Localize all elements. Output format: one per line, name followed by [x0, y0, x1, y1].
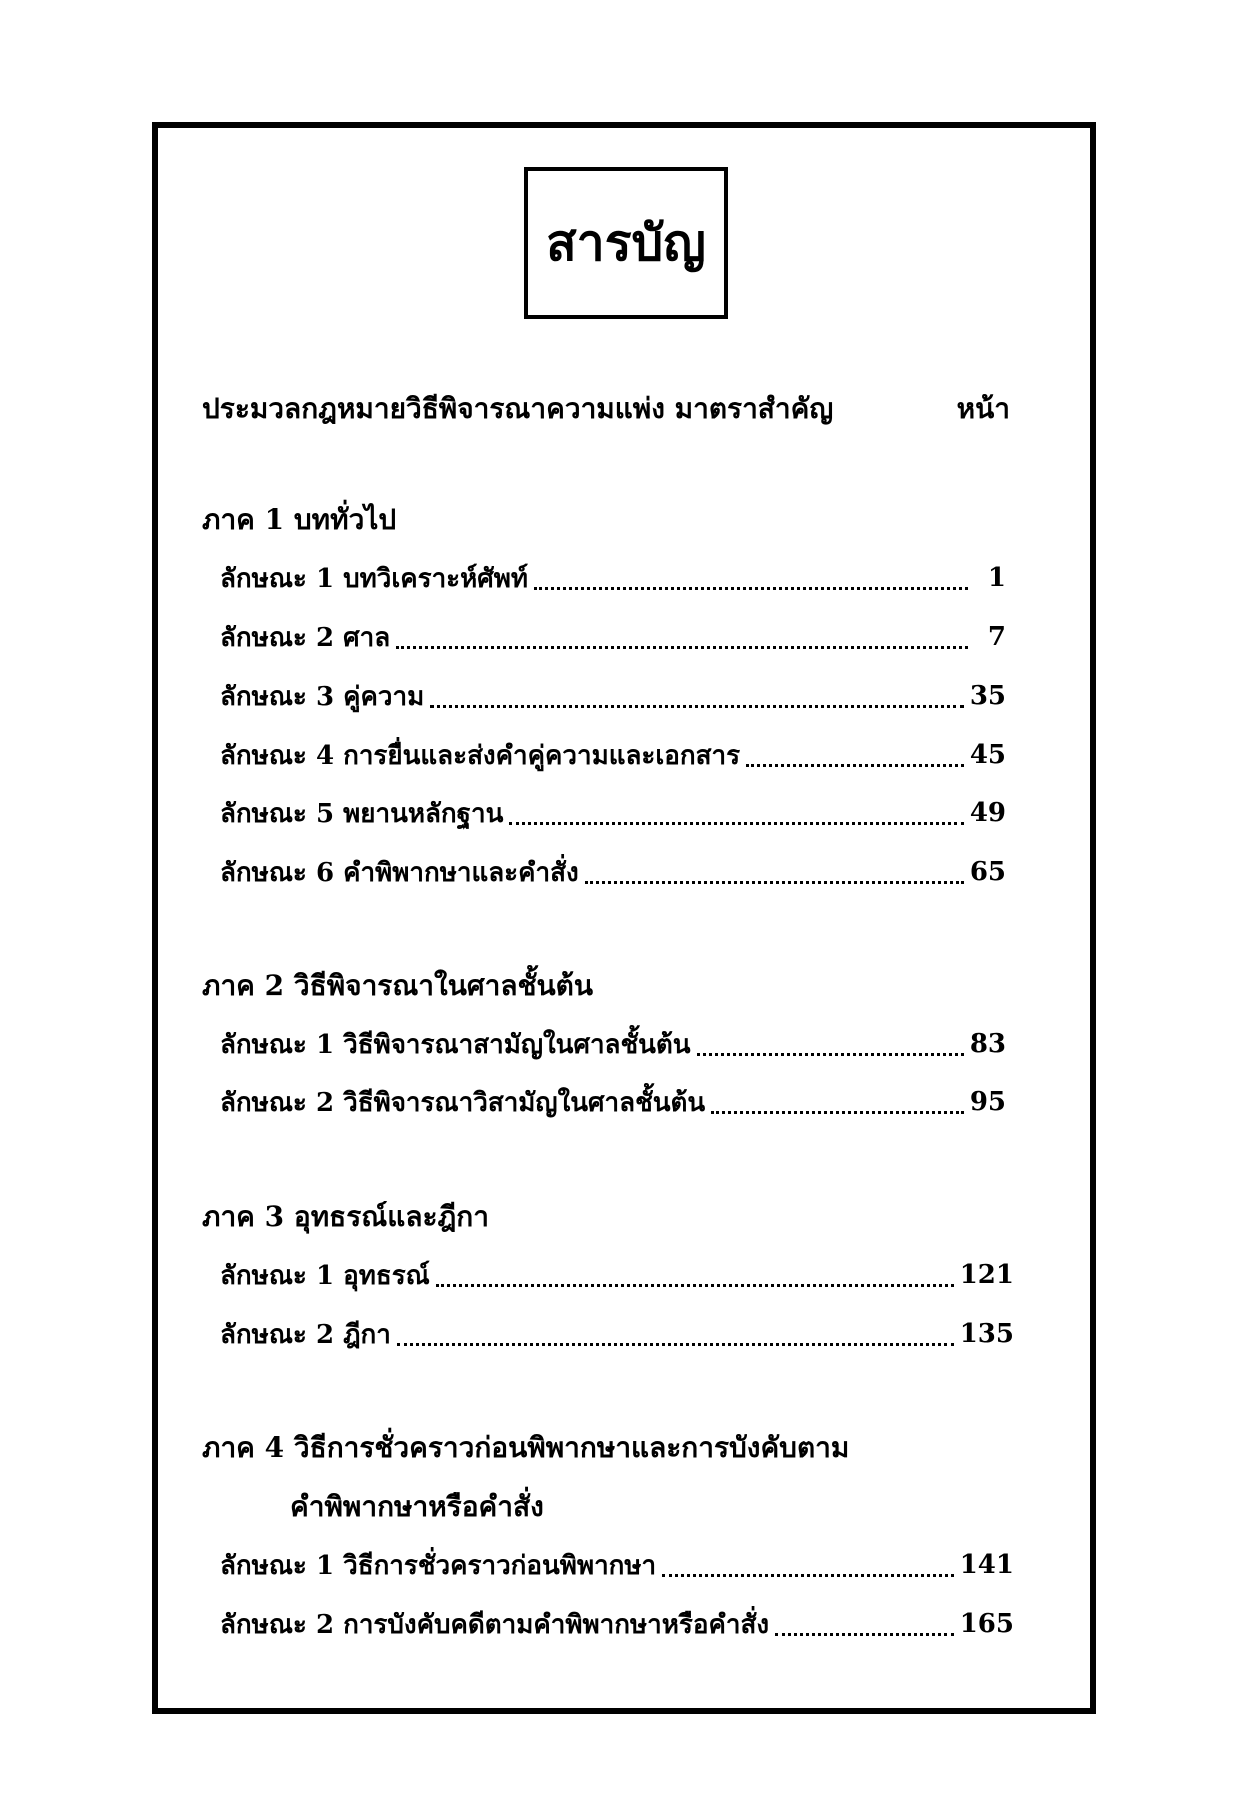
- toc-entry-label: ลักษณะ 3 คู่ความ: [220, 681, 425, 712]
- dot-leader: [396, 646, 968, 649]
- part-4-title-continued: คำพิพากษาหรือคำสั่ง: [290, 1490, 544, 1523]
- toc-entry[interactable]: [220, 672, 1006, 720]
- toc-entry-page: 49: [969, 798, 1006, 828]
- toc-header: [202, 385, 1010, 433]
- toc-entry-label: ลักษณะ 1 อุทธรณ์: [220, 1260, 430, 1291]
- dot-leader: [397, 1343, 954, 1346]
- page-border: [152, 122, 1096, 1714]
- toc-entry-label: ลักษณะ 1 วิธีพิจารณาสามัญในศาลชั้นต้น: [220, 1029, 691, 1060]
- dot-leader: [509, 822, 963, 825]
- toc-entry-page: 121: [959, 1260, 1014, 1290]
- toc-entry[interactable]: [220, 848, 1006, 896]
- toc-entry-page: 1: [987, 563, 1006, 593]
- toc-entry[interactable]: [220, 1310, 1014, 1358]
- toc-entry[interactable]: [220, 554, 1006, 602]
- dot-leader: [534, 587, 968, 590]
- toc-entry-page: 35: [969, 681, 1006, 711]
- toc-entry-page: 165: [959, 1609, 1014, 1639]
- toc-entry-label: ลักษณะ 4 การยื่นและส่งคำคู่ความและเอกสาร: [220, 740, 741, 771]
- dot-leader: [436, 1284, 954, 1287]
- part-2-title: ภาค 2 วิธีพิจารณาในศาลชั้นต้น: [202, 969, 593, 1002]
- dot-leader: [711, 1111, 964, 1114]
- toc-header-page-label: หน้า: [956, 392, 1010, 425]
- dot-leader: [662, 1574, 954, 1577]
- part-3-title: ภาค 3 อุทธรณ์และฎีกา: [202, 1200, 489, 1233]
- toc-entry-label: ลักษณะ 5 พยานหลักฐาน: [220, 798, 504, 829]
- dot-leader: [430, 705, 964, 708]
- toc-entry-page: 7: [987, 622, 1006, 652]
- dot-leader: [697, 1053, 964, 1056]
- part-4-title: ภาค 4 วิธีการชั่วคราวก่อนพิพากษาและการบังคับตาม: [202, 1431, 850, 1464]
- toc-entry-label: ลักษณะ 2 การบังคับคดีตามคำพิพากษาหรือคำสั่ง: [220, 1609, 770, 1640]
- toc-header-label: ประมวลกฎหมายวิธีพิจารณาความแพ่ง มาตราสำคัญ: [202, 392, 834, 425]
- toc-entry-page: 95: [969, 1087, 1006, 1117]
- dot-leader: [746, 764, 964, 767]
- toc-entry[interactable]: [220, 1600, 1014, 1648]
- toc-entry-page: 135: [959, 1319, 1014, 1349]
- toc-entry-page: 45: [969, 740, 1006, 770]
- dot-leader: [585, 881, 964, 884]
- toc-entry[interactable]: [220, 789, 1006, 837]
- toc-entry[interactable]: [220, 613, 1006, 661]
- page-title: สารบัญ: [524, 167, 728, 319]
- toc-entry-label: ลักษณะ 1 วิธีการชั่วคราวก่อนพิพากษา: [220, 1550, 657, 1581]
- toc-entry[interactable]: [220, 731, 1006, 779]
- toc-entry[interactable]: [220, 1078, 1006, 1126]
- toc-entry-label: ลักษณะ 6 คำพิพากษาและคำสั่ง: [220, 857, 579, 888]
- toc-entry-label: ลักษณะ 2 วิธีพิจารณาวิสามัญในศาลชั้นต้น: [220, 1087, 706, 1118]
- toc-entry[interactable]: [220, 1020, 1006, 1068]
- toc-entry-page: 65: [969, 857, 1006, 887]
- part-1-title: ภาค 1 บททั่วไป: [202, 503, 397, 536]
- toc-entry-label: ลักษณะ 2 ฎีกา: [220, 1319, 391, 1350]
- toc-entry-page: 83: [969, 1029, 1006, 1059]
- toc-entry[interactable]: [220, 1541, 1014, 1589]
- toc-entry-label: ลักษณะ 2 ศาล: [220, 622, 391, 653]
- dot-leader: [775, 1633, 954, 1636]
- toc-entry-label: ลักษณะ 1 บทวิเคราะห์ศัพท์: [220, 563, 529, 594]
- toc-entry[interactable]: [220, 1251, 1014, 1299]
- toc-entry-page: 141: [959, 1550, 1014, 1580]
